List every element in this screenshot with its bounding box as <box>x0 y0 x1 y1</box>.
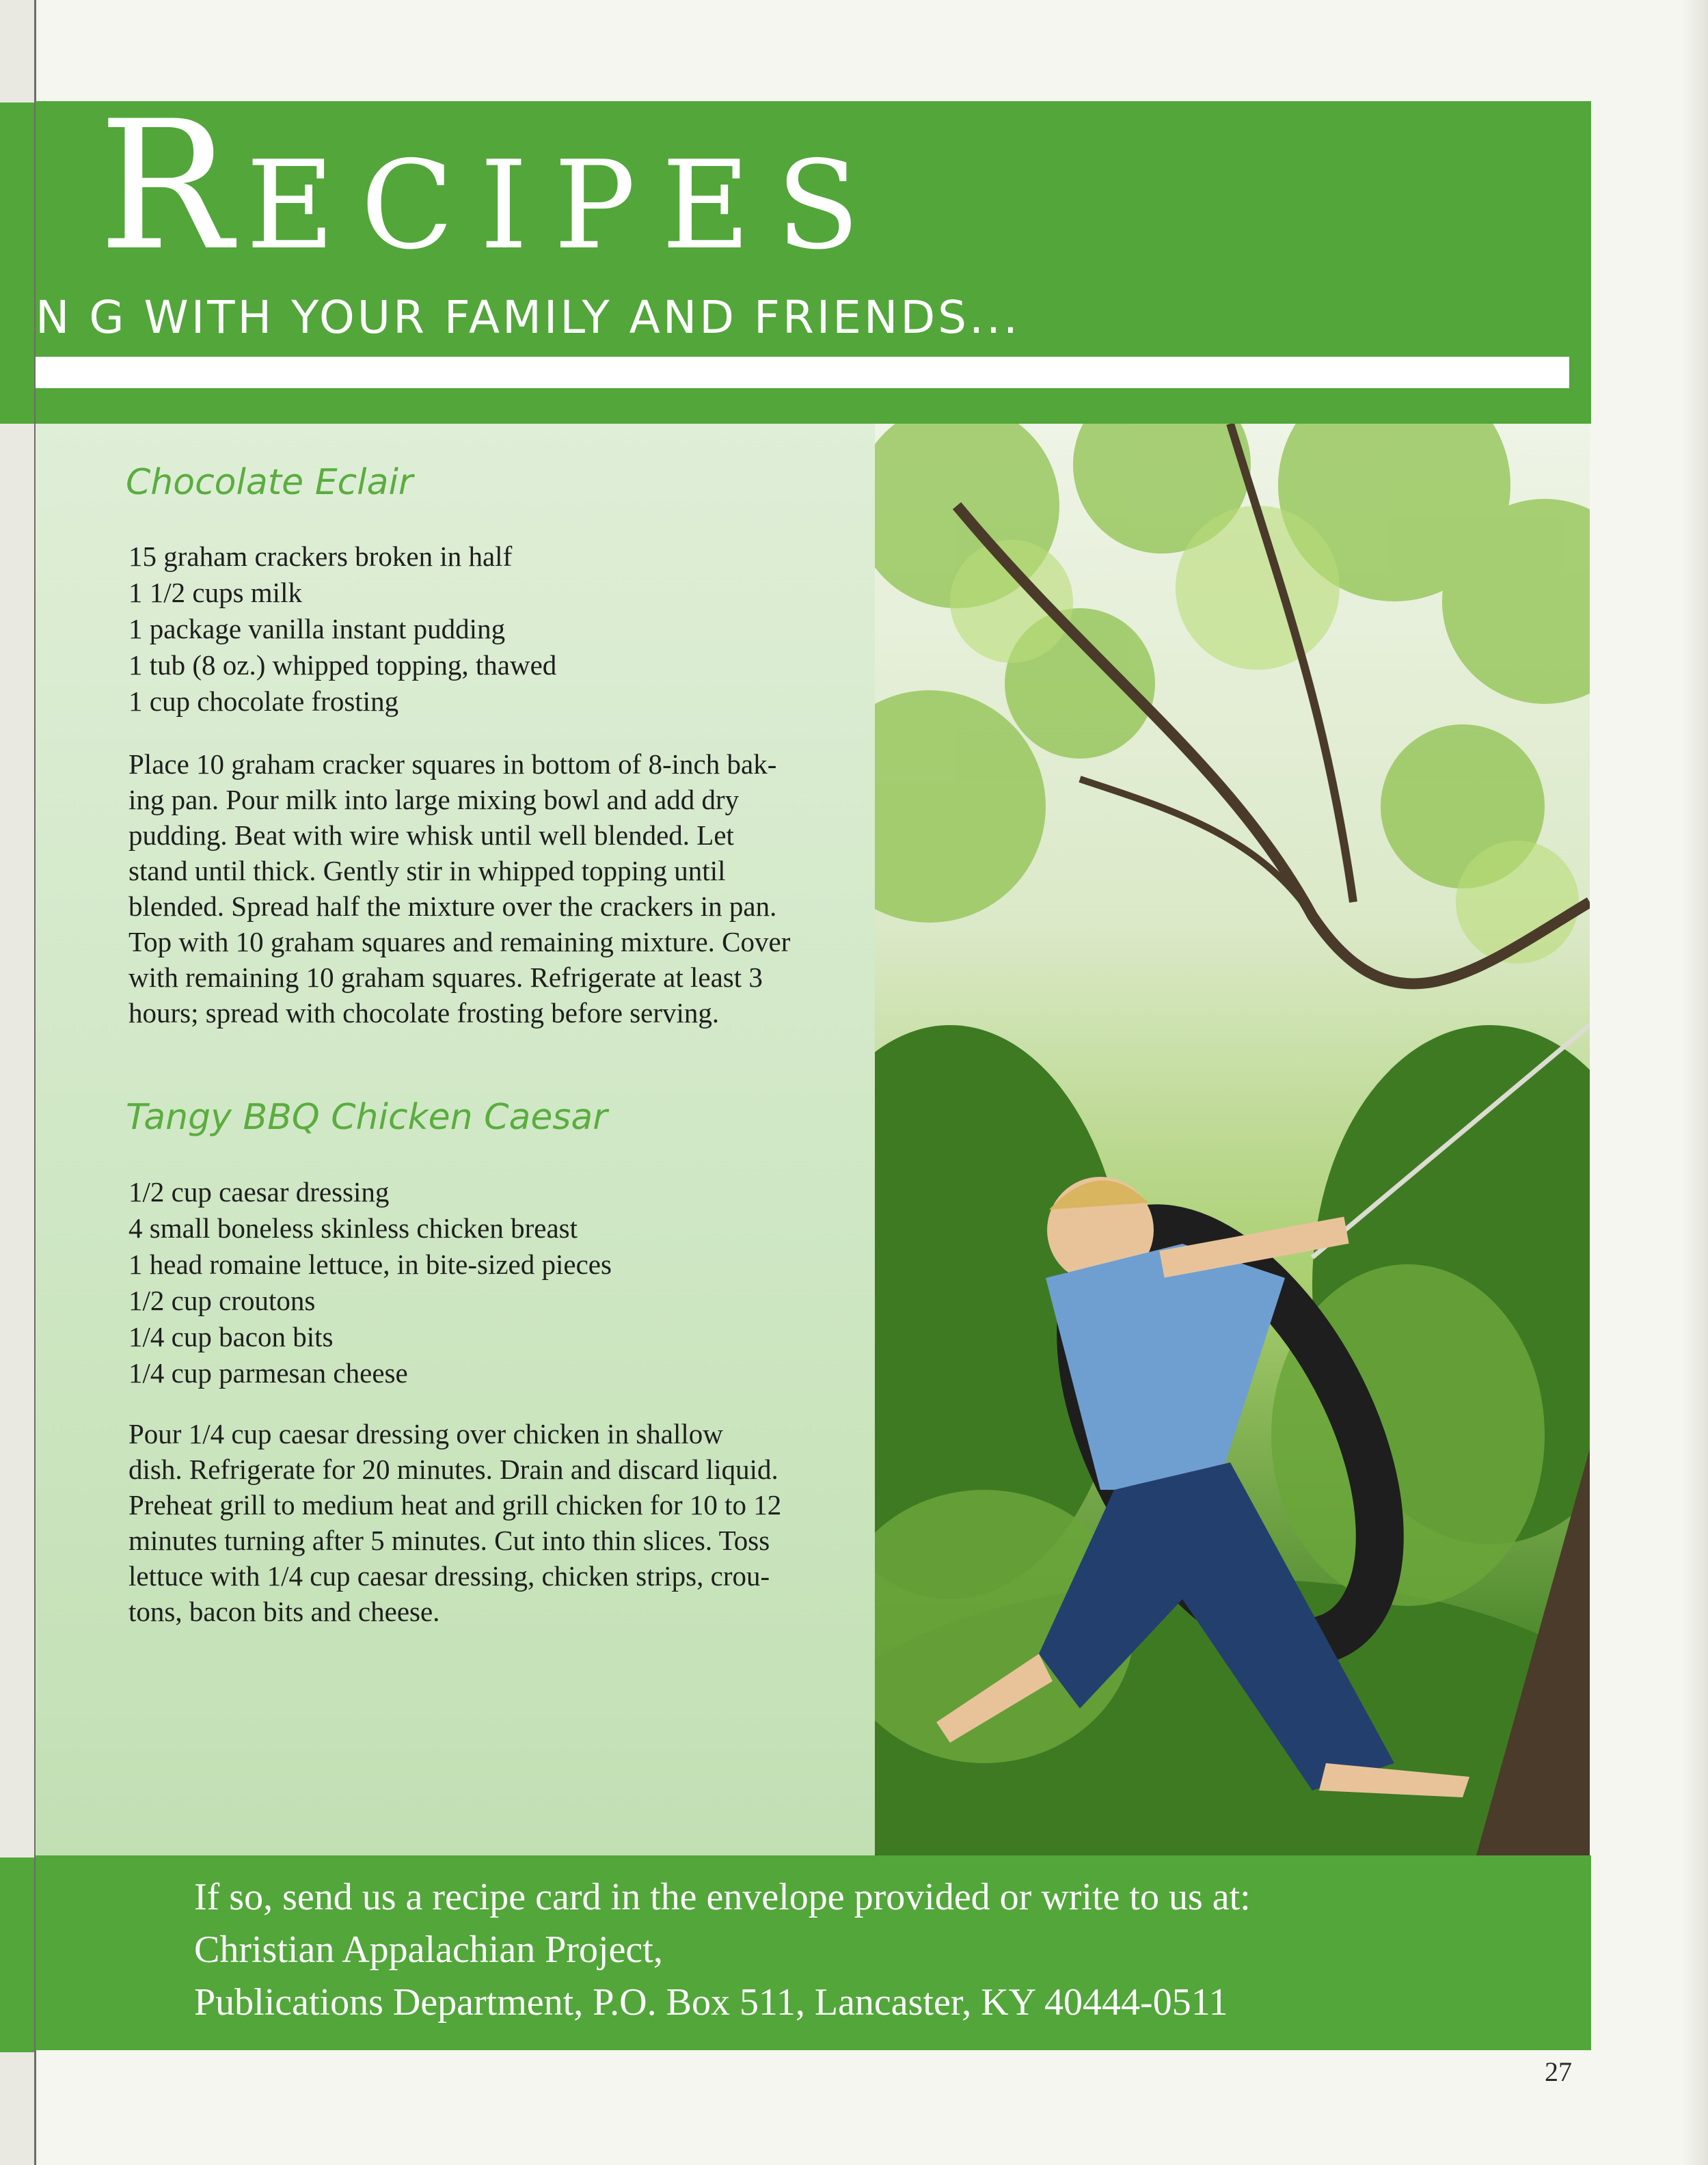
method-line: Place 10 graham cracker squares in bottom of 8-inch bak- <box>128 748 777 780</box>
method-line: dish. Refrigerate for 20 minutes. Drain and discard liquid. <box>128 1454 778 1485</box>
page-subtitle: N G WITH YOUR FAMILY AND FRIENDS... <box>36 291 1021 344</box>
method-line: lettuce with 1/4 cup caesar dressing, chicken strips, crou- <box>128 1560 770 1592</box>
ingredient-item: 1/4 cup bacon bits <box>128 1321 334 1352</box>
method-line: minutes turning after 5 minutes. Cut into thin slices. Toss <box>128 1525 770 1556</box>
method-line: Pour 1/4 cup caesar dressing over chicken in shallow <box>128 1418 723 1449</box>
footer-line: Christian Appalachian Project, <box>194 1929 663 1971</box>
previous-page-header-band <box>0 103 34 424</box>
footer-line: If so, send us a recipe card in the envelope provided or write to us at: <box>194 1876 1251 1918</box>
footer-address <box>194 1871 1251 2029</box>
ingredient-item: 1/2 cup croutons <box>128 1285 316 1316</box>
method-line: ing pan. Pour milk into large mixing bowl and add dry <box>128 784 740 815</box>
ingredient-list <box>128 539 556 720</box>
ingredient-item: 1/4 cup parmesan cheese <box>128 1357 408 1389</box>
magazine-page <box>36 0 1683 2165</box>
ingredient-list <box>128 1174 612 1391</box>
ingredient-item: 1 package vanilla instant pudding <box>128 613 506 644</box>
ingredient-item: 4 small boneless skinless chicken breast <box>128 1212 578 1244</box>
ingredient-item: 1 head romaine lettuce, in bite-sized pieces <box>128 1249 612 1280</box>
method-line: tons, bacon bits and cheese. <box>128 1596 440 1627</box>
previous-page-footer-band <box>0 1857 34 2052</box>
method-line: Preheat grill to medium heat and grill chicken for 10 to 12 <box>128 1489 782 1521</box>
ingredient-item: 1 cup chocolate frosting <box>128 685 399 717</box>
recipes-panel <box>36 424 875 1855</box>
ingredient-item: 1 1/2 cups milk <box>128 577 302 608</box>
page-number: 27 <box>1545 2056 1572 2087</box>
method-line: blended. Spread half the mixture over the crackers in pan. <box>128 890 777 922</box>
page-title <box>98 83 886 291</box>
ingredient-item: 1 tub (8 oz.) whipped topping, thawed <box>128 649 557 681</box>
method-line: hours; spread with chocolate frosting before serving. <box>128 997 720 1029</box>
header-stripe <box>36 357 1569 388</box>
recipe-title: Tangy BBQ Chicken Caesar <box>126 1097 608 1138</box>
page-edge-shadow <box>1682 0 1708 2165</box>
ingredient-item: 1/2 cup caesar dressing <box>128 1176 390 1208</box>
method-line: stand until thick. Gently stir in whipped topping until <box>128 855 726 886</box>
recipe-title: Chocolate Eclair <box>126 462 414 503</box>
method-line: Top with 10 graham squares and remaining mixture. Cover <box>128 926 791 957</box>
tire-swing-photo <box>875 424 1590 1855</box>
footer-line: Publications Department, P.O. Box 511, Lancaster, KY 40444-0511 <box>194 1981 1228 2024</box>
recipe-method <box>128 1416 860 1629</box>
method-line: with remaining 10 graham squares. Refrigerate at least 3 <box>128 962 763 993</box>
title-initial: R <box>98 83 246 290</box>
recipe-method <box>128 746 860 1031</box>
tire-swing-illustration <box>875 424 1590 1855</box>
method-line: pudding. Beat with wire whisk until well blended. Let <box>128 819 734 851</box>
ingredient-item: 15 graham crackers broken in half <box>128 541 513 572</box>
title-rest: ECIPES <box>245 135 886 276</box>
